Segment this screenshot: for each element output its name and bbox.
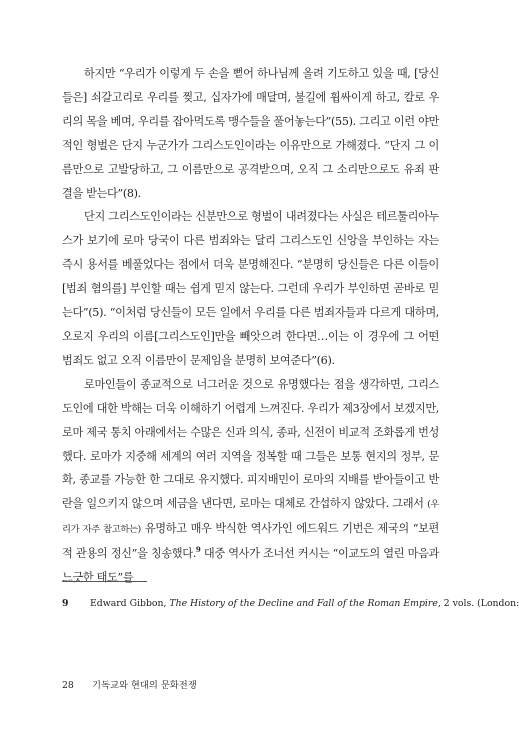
paragraph bbox=[62, 62, 439, 205]
parenthetical-note: (우리가 자주 참고하는) bbox=[62, 499, 439, 536]
paragraph-text: 로마인들이 종교적으로 너그러운 것으로 유명했다는 점을 생각하면, 그리스도인에 대한 박해는 더욱 이해하기 어렵게 느껴진다. 우리가 제3장에서 보겠지만, 로마 제국 통치 아래에서는 수많은 신과 의식, 종파, 신전이 비교적 조화롭게 번성했다. 로마가 지중해 세계의 여러 지역을 정복할 때 그들은 보통 현지의 정부, 문화, 종교를 가능한 한 그대로 유지했다. 피지배민이 로마의 지배를 받아들이고 반란을 일으키지 않으며 세금을 낸다면, 로마는 대체로 간섭하지 않았다. 그래서 bbox=[62, 377, 439, 511]
paragraph-text: 하지만 “우리가 이렇게 두 손을 뻗어 하나님께 올려 기도하고 있을 때, [당신들은] 쇠갈고리로 우리를 찢고, 십자가에 매달며, 불길에 휩싸이게 하고, 칼로 우리의 목을 베며, 우리를 잡아먹도록 맹수들을 풀어놓는다”(55). 그리고 이런 야만적인 형벌은 단지 누군가가 그리스도인이라는 이유만으로 가해졌다. “단지 그 이름만으로 고발당하고, 그 이름만으로 공격받으며, 오직 그 소리만으로도 유죄 판결을 받는다”(8). bbox=[62, 67, 439, 200]
page-footer bbox=[62, 679, 197, 692]
paragraph bbox=[62, 205, 439, 372]
footnote-author: Edward Gibbon, bbox=[90, 598, 170, 609]
page-number: 28 bbox=[62, 680, 74, 691]
paragraph bbox=[62, 373, 439, 590]
paragraph-text: 단지 그리스도인이라는 신분만으로 형벌이 내려졌다는 사실은 테르툴리아누스가 보기에 로마 당국이 다른 범죄와는 달리 그리스도인 신앙을 부인하는 자는 즉시 용서를 베풀었다는 점에서 더욱 분명해진다. “분명히 당신들은 다른 이들이 [범죄 혐의를] 부인할 때는 쉽게 믿지 않는다. 그런데 우리가 부인하면 곧바로 믿는다”(5). “이처럼 당신들이 모든 일에서 우리를 다른 범죄자들과 다르게 대하며, 오로지 우리의 이름[그리스도인]만을 빼앗으려 한다면…이는 이 경우에 그 어떤 범죄도 없고 오직 이름만이 문제임을 분명히 보여준다”(6). bbox=[62, 210, 439, 367]
footnote-divider bbox=[62, 581, 147, 582]
body-text bbox=[62, 62, 439, 590]
footnote-publication: , 2 vols. (London: bbox=[437, 598, 519, 609]
paragraph-text: 유명하고 매우 박식한 역사가인 에드워드 기번은 제국의 “보편적 관용의 정신”을 칭송했다. bbox=[62, 522, 439, 561]
running-title: 기독교와 현대의 문화전쟁 bbox=[92, 680, 197, 691]
footnote-book-title: The History of the Decline and Fall of the Roman Empire bbox=[169, 598, 438, 609]
footnote-number: 9 bbox=[62, 598, 69, 609]
footnote-reference: 9 bbox=[195, 545, 201, 555]
footnote bbox=[62, 597, 519, 610]
paragraph-text: 대중 역사가 조너선 커시는 “이교도의 열린 마음과 느긋한 태도”를 bbox=[62, 547, 439, 585]
